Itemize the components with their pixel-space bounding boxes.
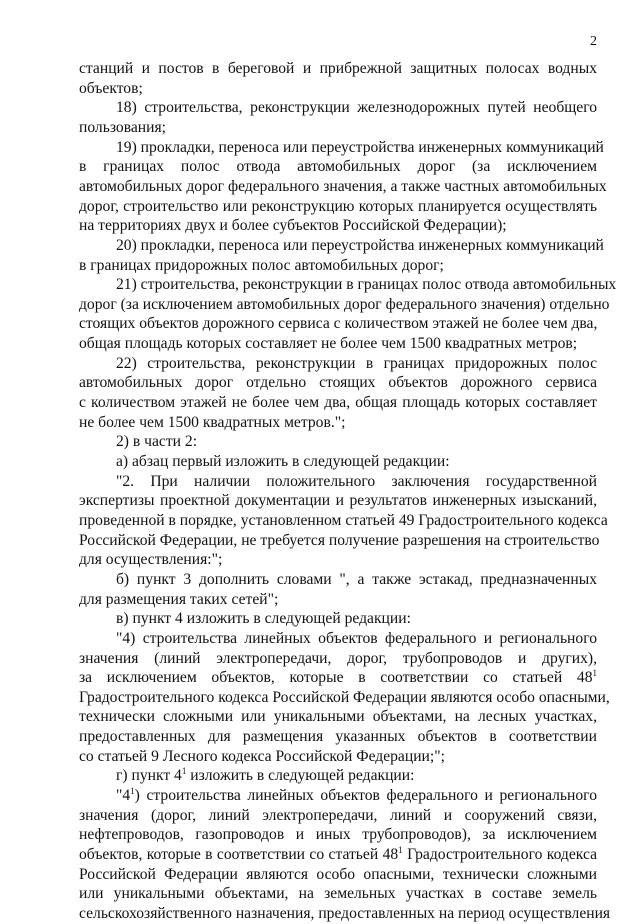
text-line <box>79 688 610 708</box>
text-segment: а) абзац первый изложить в следующей редакции: <box>116 453 450 470</box>
text-line <box>79 904 611 924</box>
text-segment: Российской Федерации, не требуется получение разрешения на строительство <box>79 531 600 549</box>
text-line <box>116 452 597 472</box>
text-segment: не более чем 1500 квадратных метров."; <box>79 413 346 431</box>
text-segment: объектов; <box>79 79 143 97</box>
text-segment: проведенной в порядке, установленном статьей 49 Градостроительного кодекса <box>79 511 608 529</box>
text-line <box>79 747 597 767</box>
text-segment: 18) строительства, реконструкции железнодорожных путей необщего <box>116 99 597 117</box>
text-line <box>79 314 597 334</box>
text-segment: 22) строительства, реконструкции в границах придорожных полос <box>116 354 597 372</box>
superscript: 1 <box>592 668 597 679</box>
text-line <box>79 157 597 177</box>
text-line <box>79 216 597 236</box>
text-segment: общая площадь которых составляет не более чем 1500 квадратных метров; <box>79 335 578 353</box>
text-segment: в) пункт 4 изложить в следующей редакции: <box>116 610 411 628</box>
text-segment: значения (линий электропередачи, дорог, трубопроводов и других), <box>79 649 597 667</box>
text-line <box>116 236 604 256</box>
text-segment: с количеством этажей не более чем два, общая площадь которых составляет <box>79 394 597 411</box>
text-segment: или уникальными объектами, на земельных участках в составе земель <box>79 885 597 903</box>
text-line <box>116 98 597 118</box>
text-segment: Градостроительного кодекса <box>402 846 597 863</box>
text-segment: в границах полос отвода автомобильных дорог (за исключением <box>79 158 597 176</box>
text-line <box>79 491 597 511</box>
text-line <box>116 786 597 806</box>
text-line <box>79 550 597 570</box>
text-line <box>79 373 597 393</box>
text-line <box>79 177 607 197</box>
text-segment: 20) прокладки, переноса или переустройства инженерных коммуникаций <box>116 236 604 254</box>
text-line <box>79 334 597 354</box>
text-line <box>79 825 597 845</box>
text-line <box>79 531 600 551</box>
text-line <box>79 707 597 727</box>
text-segment: для осуществления:"; <box>79 551 223 569</box>
text-segment: сельскохозяйственного назначения, предоставленных на период осуществления <box>79 904 611 922</box>
text-line <box>116 432 597 452</box>
superscript: 1 <box>130 786 135 796</box>
text-line <box>79 884 597 904</box>
page-number: 2 <box>590 34 597 49</box>
text-segment: автомобильных дорог отдельно стоящих объектов дорожного сервиса <box>79 374 597 392</box>
text-line <box>79 727 597 747</box>
text-line <box>116 766 597 786</box>
text-segment: стоящих объектов дорожного сервиса с количеством этажей не более чем два, <box>79 315 598 333</box>
text-segment: ) строительства линейных объектов федерального и регионального <box>134 787 597 804</box>
text-segment: со статьей 9 Лесного кодекса Российской Федерации;"; <box>79 747 445 765</box>
text-line <box>79 393 597 413</box>
text-line <box>79 590 597 610</box>
superscript: 1 <box>398 845 403 855</box>
text-segment: значения (дорог, линий электропередачи, линий и сооружений связи, <box>79 806 597 824</box>
text-segment: дорог, строительство или реконструкцию которых планируется осуществлять <box>79 197 597 215</box>
text-line <box>79 668 597 688</box>
text-segment: г) пункт 4 <box>116 767 182 785</box>
text-segment: 21) строительства, реконструкции в границах полос отвода автомобильных <box>116 276 617 294</box>
text-segment: на территориях двух и более субъектов Российской Федерации); <box>79 217 507 235</box>
text-line <box>79 865 597 885</box>
text-line <box>79 845 597 865</box>
text-line <box>116 354 597 374</box>
text-segment: дорог (за исключением автомобильных дорог федерального значения) отдельно <box>79 295 610 313</box>
text-line <box>116 138 604 158</box>
text-line <box>116 629 597 649</box>
text-line <box>79 511 608 531</box>
text-segment: пользования; <box>79 118 166 136</box>
text-segment: станций и постов в береговой и прибрежной защитных полосах водных <box>79 60 597 77</box>
text-segment: нефтепроводов, газопроводов и иных трубопроводов), за исключением <box>79 826 597 844</box>
text-segment: предоставленных для размещения указанных объектов в соответствии <box>79 728 597 746</box>
text-line <box>79 649 597 669</box>
text-segment: "4) строительства линейных объектов федерального и регионального <box>116 629 597 647</box>
text-segment: Градостроительного кодекса Российской Федерации являются особо опасными, <box>79 688 610 706</box>
text-line <box>79 256 597 276</box>
text-line <box>79 59 597 79</box>
text-line <box>79 79 597 99</box>
text-segment: "2. При наличии положительного заключения государственной <box>116 472 597 490</box>
text-segment: автомобильных дорог федерального значения, а также частных автомобильных <box>79 177 607 195</box>
text-line <box>116 570 597 590</box>
text-segment: 2) в части 2: <box>116 433 198 451</box>
text-segment: б) пункт 3 дополнить словами ", а также эстакад, предназначенных <box>116 570 597 588</box>
text-line <box>79 197 597 217</box>
text-line <box>79 295 610 315</box>
text-segment: изложить в следующей редакции: <box>186 767 415 785</box>
text-segment: для размещения таких сетей"; <box>79 590 279 608</box>
text-line <box>116 275 617 295</box>
text-segment: объектов, которые в соответствии со статьей 48 <box>79 846 399 863</box>
text-line <box>79 118 597 138</box>
text-segment: в границах придорожных полос автомобильных дорог; <box>79 256 444 274</box>
text-segment: технически сложными или уникальными объектами, на лесных участках, <box>79 708 597 726</box>
text-segment: Российской Федерации являются особо опасными, технически сложными <box>79 865 597 883</box>
text-line <box>79 806 597 826</box>
text-segment: "4 <box>116 787 131 804</box>
superscript: 1 <box>181 766 187 777</box>
text-line <box>116 472 597 492</box>
text-segment: за исключением объектов, которые в соответствии со статьей 48 <box>79 669 593 687</box>
text-line <box>116 609 597 629</box>
text-segment: 19) прокладки, переноса или переустройства инженерных коммуникаций <box>116 138 604 156</box>
text-line <box>79 413 597 433</box>
text-segment: экспертизы проектной документации и результатов инженерных изысканий, <box>79 492 597 510</box>
